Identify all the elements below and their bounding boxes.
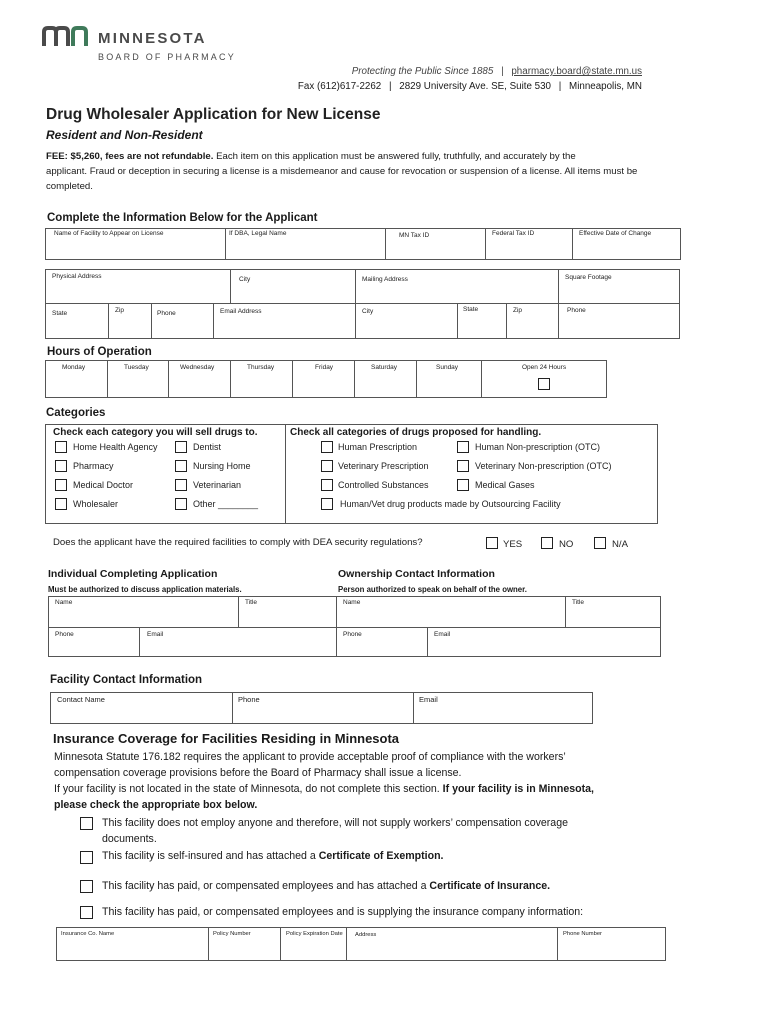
insurance-description: Minnesota Statute 176.182 requires the applicant to provide acceptable proof of compliance with the workers’ compensation coverage provisions before the Board of Pharmacy shall issue a license. If your facility is not located in the state of Minnesota, do not complete this section. If your facility is in Minnesota, please check the appropriate box below.	[54, 751, 594, 811]
physical-address-field[interactable]: Physical Address	[45, 269, 231, 304]
vet-rx-checkbox[interactable]	[321, 460, 333, 472]
controlled-substances-checkbox[interactable]	[321, 479, 333, 491]
individual-title-field[interactable]: Title	[238, 596, 337, 628]
fee-notice: FEE: $5,260, fees are not refundable. Each item on this application must be answered fully, truthfully, and accurately by the applicant. Fraud or deception in securing a license is a misdemeanor and cause for revocation or suspension of a license. All items must be completed.	[46, 151, 638, 192]
ownership-email-field[interactable]: Email	[427, 627, 661, 657]
medical-doctor-checkbox[interactable]	[55, 479, 67, 491]
categories-heading: Categories	[46, 407, 106, 419]
logo	[42, 26, 242, 66]
nursing-home-checkbox[interactable]	[175, 460, 187, 472]
phone-field[interactable]: Phone	[151, 303, 214, 339]
individual-email-field[interactable]: Email	[139, 627, 337, 657]
email-link[interactable]: pharmacy.board@state.mn.us	[511, 66, 642, 77]
mn-logo-icon	[42, 26, 92, 48]
hours-wednesday[interactable]: Wednesday	[168, 360, 231, 398]
dea-na-checkbox[interactable]	[594, 537, 606, 549]
home-health-checkbox[interactable]	[55, 441, 67, 453]
applicant-heading: Complete the Information Below for the Applicant	[47, 212, 318, 224]
hours-friday[interactable]: Friday	[292, 360, 355, 398]
hours-sunday[interactable]: Sunday	[416, 360, 482, 398]
insurance-option-2: This facility is self-insured and has attached a Certificate of Exemption.	[102, 850, 444, 862]
other-checkbox[interactable]	[175, 498, 187, 510]
square-footage-field[interactable]: Square Footage	[558, 269, 680, 304]
insurance-heading: Insurance Coverage for Facilities Residing in Minnesota	[53, 731, 400, 746]
insurance-option-4: This facility has paid, or compensated employees and is supplying the insurance company information:	[102, 906, 584, 918]
veterinarian-checkbox[interactable]	[175, 479, 187, 491]
separator: |	[501, 66, 504, 77]
tagline: Protecting the Public Since 1885	[351, 66, 494, 77]
mailing-state-field[interactable]: State	[457, 303, 507, 339]
ownership-phone-field[interactable]: Phone	[336, 627, 428, 657]
open-24-checkbox[interactable]	[538, 378, 550, 390]
pharmacy-checkbox[interactable]	[55, 460, 67, 472]
certificate-insurance-checkbox[interactable]	[80, 880, 93, 893]
individual-heading: Individual Completing Application	[48, 568, 218, 580]
insurance-info-checkbox[interactable]	[80, 906, 93, 919]
contact-line-2	[298, 81, 642, 92]
hours-monday[interactable]: Monday	[45, 360, 108, 398]
dea-no-checkbox[interactable]	[541, 537, 553, 549]
individual-sub: Must be authorized to discuss application materials.	[48, 585, 242, 594]
city-field[interactable]: City	[230, 269, 356, 304]
dea-question: Does the applicant have the required facilities to comply with DEA security regulations?	[53, 537, 423, 548]
contact-line-1	[352, 66, 642, 77]
email-address-field[interactable]: Email Address	[213, 303, 356, 339]
hours-saturday[interactable]: Saturday	[354, 360, 417, 398]
outsourcing-checkbox[interactable]	[321, 498, 333, 510]
ownership-name-field[interactable]: Name	[336, 596, 566, 628]
facility-contact-email-field[interactable]: Email	[413, 692, 593, 724]
human-otc-checkbox[interactable]	[457, 441, 469, 453]
policy-number-field[interactable]: Policy Number	[208, 927, 281, 961]
separator: |	[388, 81, 392, 92]
hours-tuesday[interactable]: Tuesday	[107, 360, 169, 398]
individual-name-field[interactable]: Name	[48, 596, 239, 628]
page-subtitle: Resident and Non-Resident	[46, 128, 203, 142]
ownership-title-field[interactable]: Title	[565, 596, 661, 628]
mailing-city-field[interactable]: City	[355, 303, 458, 339]
human-rx-checkbox[interactable]	[321, 441, 333, 453]
hours-open-24: Open 24 Hours	[481, 360, 607, 398]
mailing-zip-field[interactable]: Zip	[506, 303, 559, 339]
dea-yes-checkbox[interactable]	[486, 537, 498, 549]
zip-field[interactable]: Zip	[108, 303, 152, 339]
ownership-sub: Person authorized to speak on behalf of the owner.	[338, 585, 527, 594]
fee-amount: FEE: $5,260, fees are not refundable.	[46, 151, 214, 162]
hours-heading: Hours of Operation	[47, 346, 152, 358]
org-subtitle: BOARD OF PHARMACY	[98, 52, 236, 62]
effective-date-field[interactable]: Effective Date of Change	[572, 228, 681, 260]
street-address: 2829 University Ave. SE, Suite 530	[399, 81, 552, 92]
fax: Fax (612)617-2262	[297, 81, 382, 92]
categories-box	[45, 424, 658, 524]
facility-name-field[interactable]: Name of Facility to Appear on License	[45, 228, 226, 260]
insurance-address-field[interactable]: Address	[346, 927, 558, 961]
federal-tax-field[interactable]: Federal Tax ID	[485, 228, 573, 260]
facility-contact-phone-field[interactable]: Phone	[232, 692, 414, 724]
wholesaler-checkbox[interactable]	[55, 498, 67, 510]
no-employees-checkbox[interactable]	[80, 817, 93, 830]
city: Minneapolis, MN	[569, 81, 642, 92]
facility-contact-heading: Facility Contact Information	[50, 674, 203, 686]
facility-contact-name-field[interactable]: Contact Name	[50, 692, 233, 724]
sell-to-heading: Check each category you will sell drugs to.	[53, 427, 258, 438]
insurance-option-1: This facility does not employ anyone and therefore, will not supply workers’ compensation coverage documents.	[102, 817, 568, 845]
vet-otc-checkbox[interactable]	[457, 460, 469, 472]
self-insured-checkbox[interactable]	[80, 851, 93, 864]
hours-thursday[interactable]: Thursday	[230, 360, 293, 398]
categories-divider	[285, 424, 286, 524]
dba-field[interactable]: If DBA, Legal Name	[225, 228, 386, 260]
insurance-phone-field[interactable]: Phone Number	[557, 927, 666, 961]
individual-phone-field[interactable]: Phone	[48, 627, 140, 657]
policy-expiration-field[interactable]: Policy Expiration Date	[280, 927, 347, 961]
insurance-option-3: This facility has paid, or compensated employees and has attached a Certificate of Insurance.	[102, 880, 551, 892]
mailing-address-field[interactable]: Mailing Address	[355, 269, 559, 304]
org-name: MINNESOTA	[98, 30, 207, 47]
separator: |	[558, 81, 562, 92]
ownership-heading: Ownership Contact Information	[338, 568, 495, 580]
state-field[interactable]: State	[45, 303, 109, 339]
insurance-company-field[interactable]: Insurance Co. Name	[56, 927, 209, 961]
drug-types-heading: Check all categories of drugs proposed for handling.	[290, 427, 542, 438]
mailing-phone-field[interactable]: Phone	[558, 303, 680, 339]
medical-gases-checkbox[interactable]	[457, 479, 469, 491]
dentist-checkbox[interactable]	[175, 441, 187, 453]
mn-tax-field[interactable]: MN Tax ID	[385, 228, 486, 260]
page-title: Drug Wholesaler Application for New License	[46, 106, 381, 123]
